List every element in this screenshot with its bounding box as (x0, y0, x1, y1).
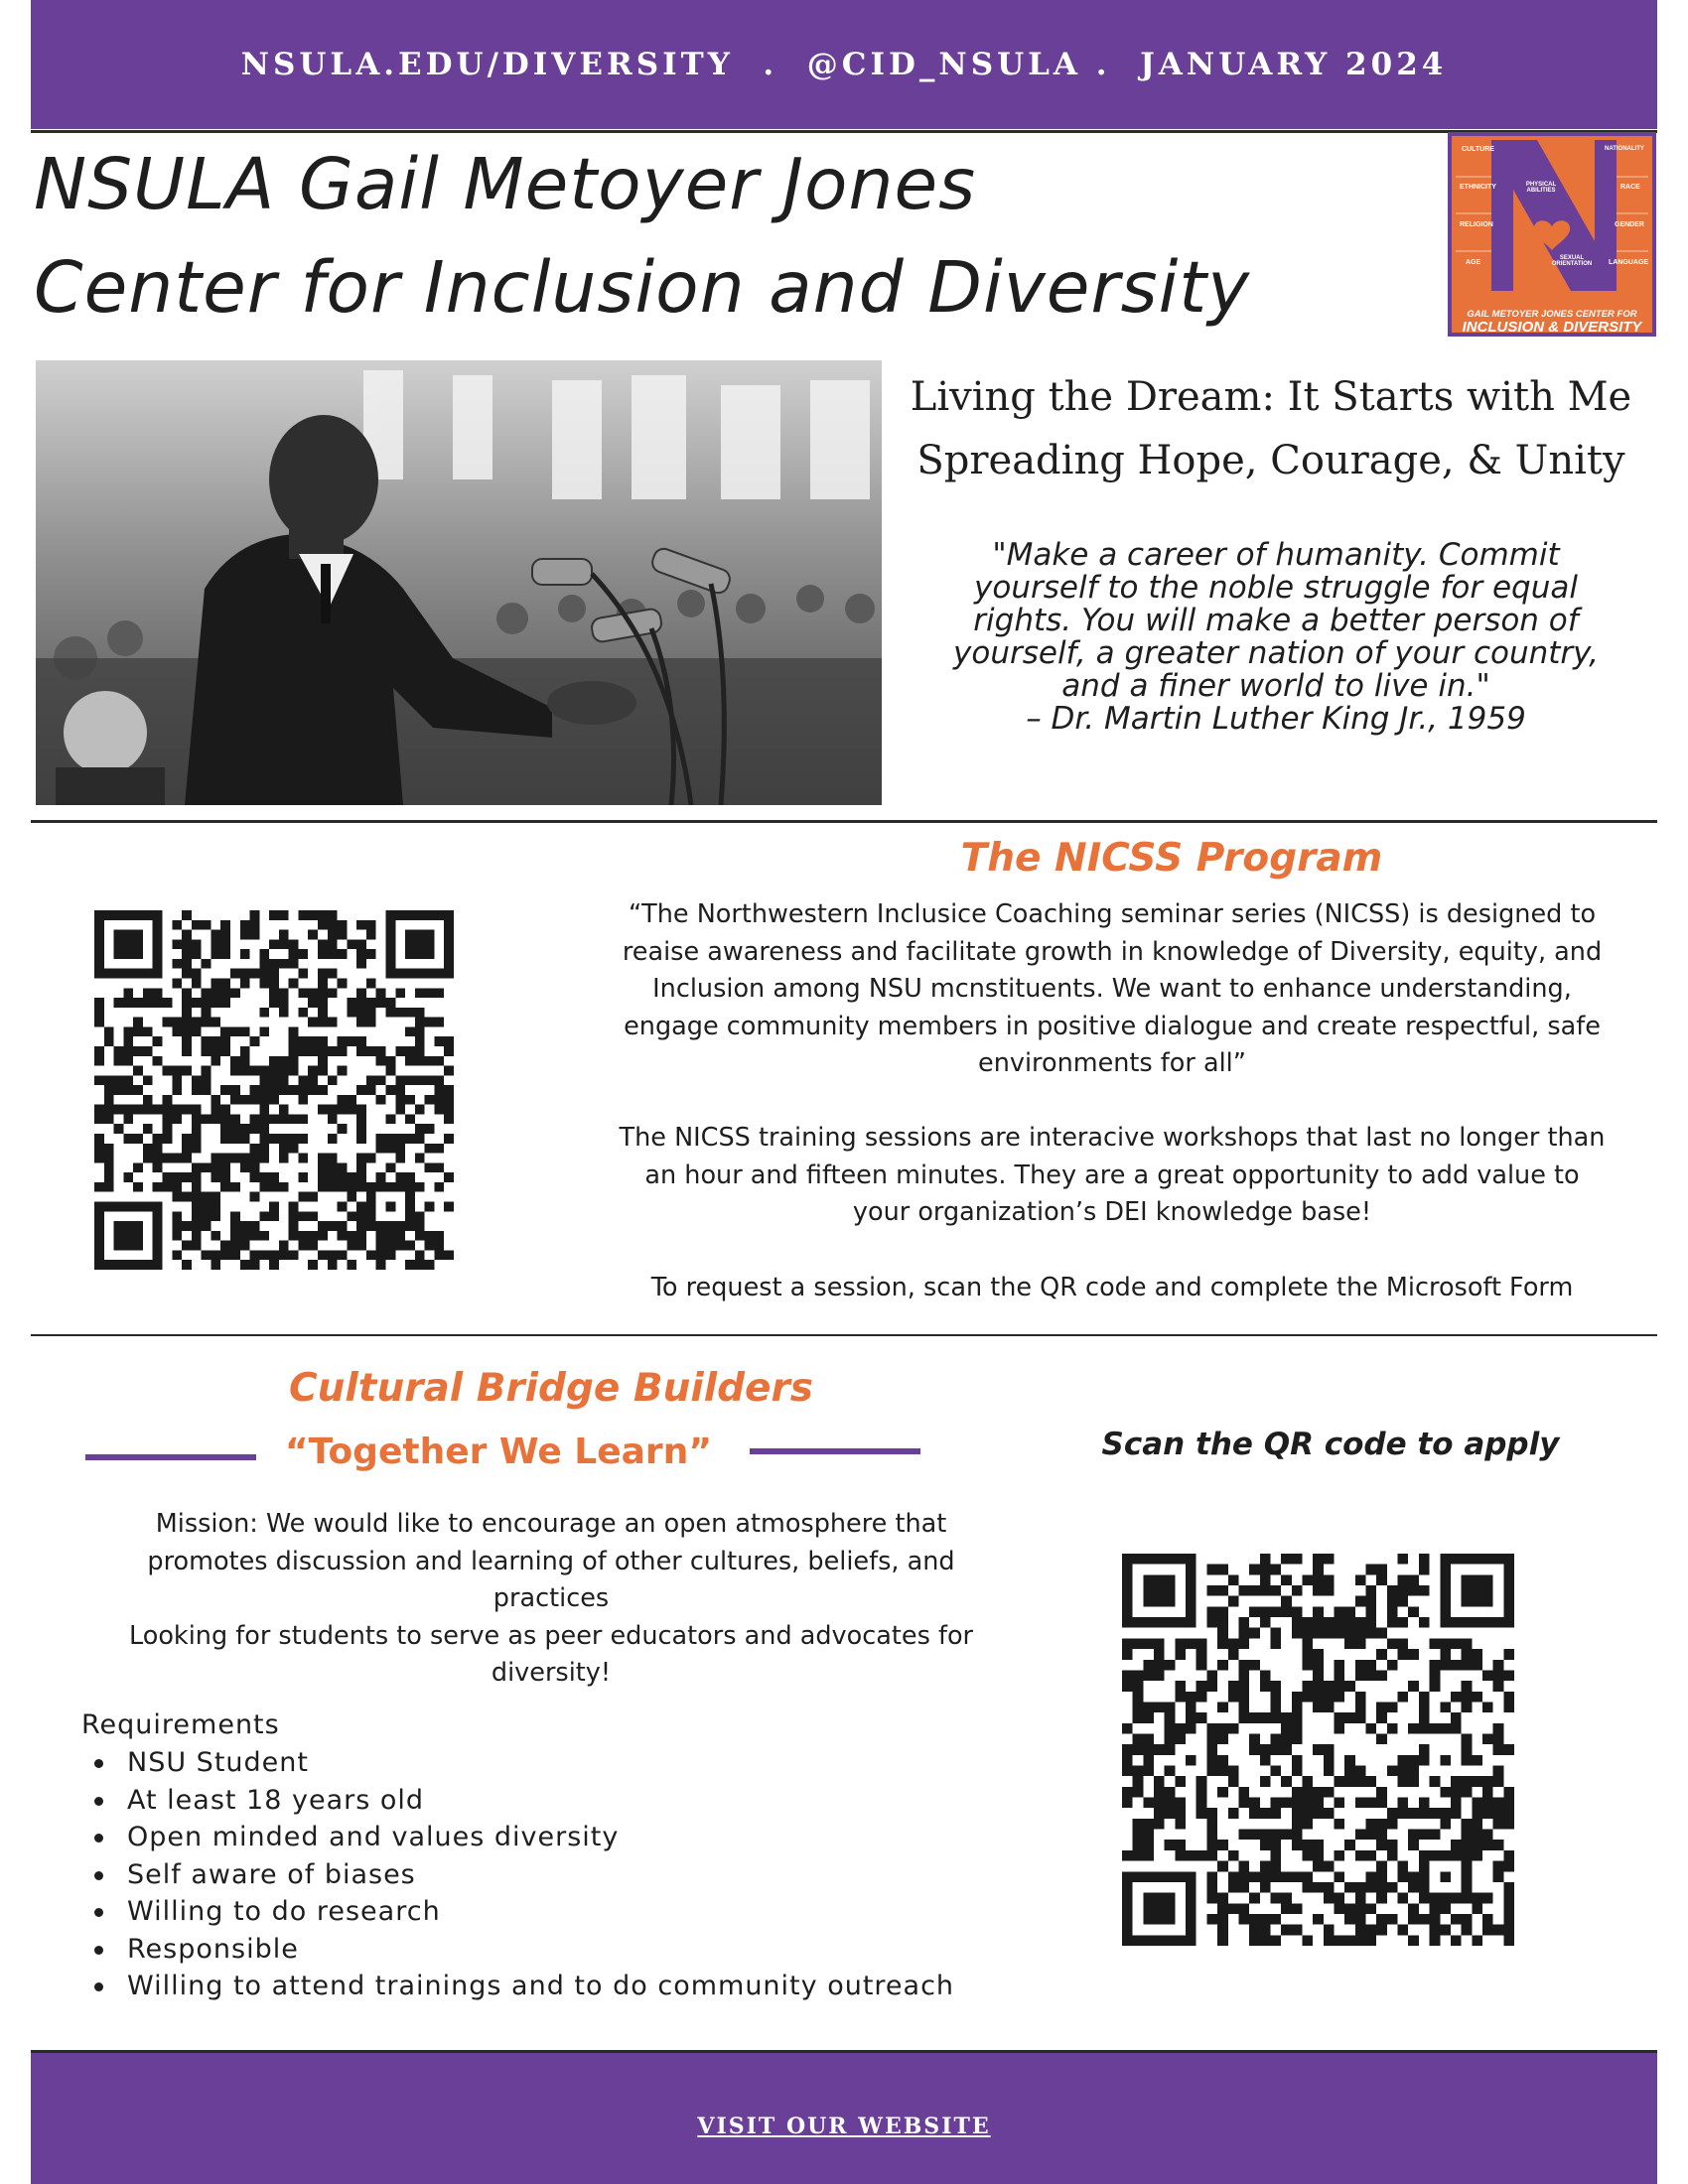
requirements-label: Requirements (81, 1709, 280, 1740)
list-item: Self aware of biases (89, 1856, 1043, 1894)
quote-attribution: – Dr. Martin Luther King Jr., 1959 (1026, 701, 1526, 737)
quote-line: yourself, a greater nation of your country, (953, 635, 1599, 671)
logo-word: GENDER (1615, 221, 1644, 228)
nicss-qr[interactable] (94, 910, 454, 1270)
quote-line: and a finer world to live in." (1061, 668, 1490, 704)
list-item: At least 18 years old (89, 1782, 1043, 1820)
apply-label: Scan the QR code to apply (1101, 1427, 1560, 1462)
page-title (34, 133, 1444, 340)
banner-date: JANUARY 2024 (1140, 47, 1448, 82)
quote-line: "Make a career of humanity. Commit (992, 537, 1560, 573)
banner-website[interactable]: NSULA.EDU/DIVERSITY (240, 47, 734, 82)
mlk-quote (894, 539, 1658, 736)
list-item: Willing to do research (89, 1893, 1043, 1931)
requirements-list (89, 1744, 1043, 2005)
center-logo (1448, 132, 1656, 337)
logo-word: LANGUAGE (1609, 259, 1649, 266)
top-banner: NSULA.EDU/DIVERSITY . @CID_NSULA . JANUARY 2024 (31, 0, 1657, 129)
apply-qr[interactable] (1122, 1554, 1514, 1946)
speaker-photo (36, 360, 882, 805)
banner-handle[interactable]: @CID_NSULA (806, 47, 1081, 82)
qr-code-icon (1122, 1554, 1514, 1946)
logo-word: ETHNICITY (1460, 184, 1496, 191)
list-item: Willing to attend trainings and to do community outreach (89, 1968, 1043, 2005)
logo-word: RELIGION (1460, 221, 1493, 228)
nicss-heading: The NICSS Program (960, 836, 1383, 881)
n-puzzle-icon (1448, 132, 1656, 337)
bridge-mission: Mission: We would like to encourage an open atmosphere that promotes discussion and learning of other cultures, beliefs, and practices Looking for students to serve as peer educators and advocates for diversity! (128, 1509, 974, 1688)
quote-line: rights. You will make a better person of (973, 603, 1579, 638)
visit-website-link[interactable]: VISIT OUR WEBSITE (697, 2114, 991, 2139)
nicss-request-line: To request a session, scan the QR code and complete the Microsoft Form (650, 1273, 1574, 1302)
logo-word: CULTURE (1462, 146, 1494, 153)
logo-word: RACE (1620, 184, 1640, 191)
speaker-at-podium-photo-icon (36, 360, 882, 805)
divider-right (750, 1448, 920, 1454)
list-item: Open minded and values diversity (89, 1819, 1043, 1856)
bottom-banner (31, 2053, 1657, 2184)
page-title-line1: NSULA Gail Metoyer Jones (34, 143, 977, 225)
section-rule (31, 1334, 1657, 1336)
theme-line1: Living the Dream: It Starts with Me (910, 374, 1632, 420)
bridge-heading: Cultural Bridge Builders (289, 1366, 813, 1411)
nicss-session-info: The NICSS training sessions are interacive workshops that last no longer than an hour and fifteen minutes. They are a great opportunity to add value to your organization’s DEI knowledge base! (619, 1123, 1606, 1227)
quote-line: yourself to the noble struggle for equal (974, 570, 1578, 606)
logo-word: PHYSICAL ABILITIES (1525, 182, 1557, 194)
logo-caption: GAIL METOYER JONES CENTER FOR INCLUSION & DIVERSITY (1462, 308, 1642, 336)
qr-code-icon (94, 910, 454, 1270)
logo-word: AGE (1466, 259, 1481, 266)
list-item: NSU Student (89, 1744, 1043, 1782)
theme-line2: Spreading Hope, Courage, & Unity (916, 438, 1625, 483)
logo-word: NATIONALITY (1605, 146, 1644, 152)
nicss-description: “The Northwestern Inclusice Coaching seminar series (NICSS) is designed to reaise awareness and facilitate growth in knowledge of Diversity, equity, and Inclusion among NSU mcnstituents. We want to enhance understanding, engage community members in positive dialogue and create respectful, safe environments for all” (622, 899, 1603, 1078)
bridge-subheading: “Together We Learn” (285, 1432, 712, 1472)
page-title-line2: Center for Inclusion and Diversity (34, 246, 1251, 329)
theme-title (884, 365, 1658, 492)
logo-word: SEXUAL ORIENTATION (1551, 255, 1593, 267)
section-rule (31, 820, 1657, 823)
divider-left (85, 1454, 256, 1460)
list-item: Responsible (89, 1931, 1043, 1969)
